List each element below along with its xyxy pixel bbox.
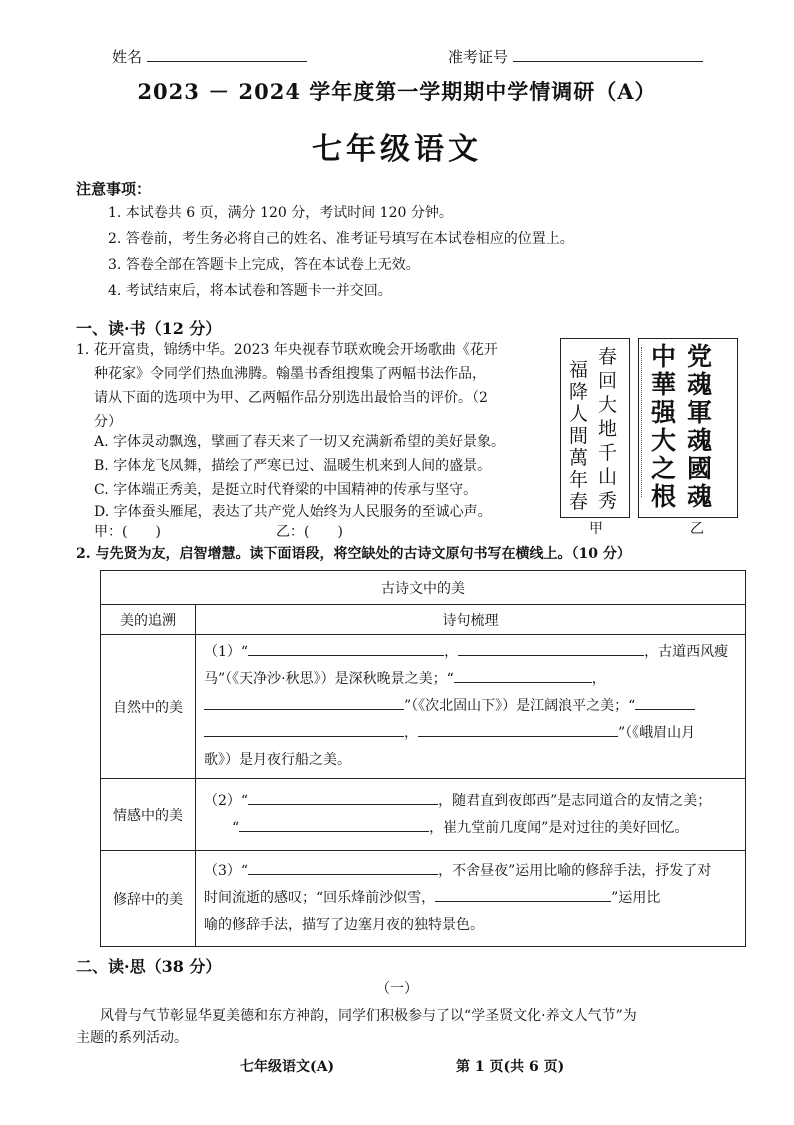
- q2-intro: 2. 与先贤为友，启智增慧。读下面语段，将空缺处的古诗文原句书写在横线上。（10 分）: [76, 546, 631, 562]
- calligraphy-yi: [638, 338, 738, 518]
- text: 时间流逝的感叹；“回乐烽前沙似雪，: [204, 890, 436, 906]
- footer-page: 第 1 页(共 6 页): [456, 1059, 565, 1075]
- name-blank: [147, 61, 307, 62]
- row-content-nature: [196, 635, 746, 779]
- text: ”运用比: [611, 890, 661, 906]
- answer-blank: [204, 695, 404, 710]
- text: ，随君直到夜郎西”是志同道合的友情之美；: [438, 792, 712, 809]
- q1-option-c: C. 字体端正秀美，是挺立时代脊梁的中国精神的传承与坚守。: [94, 482, 478, 498]
- char: 國: [687, 454, 713, 483]
- name-label: 姓名: [112, 48, 143, 66]
- char: 之: [651, 454, 677, 483]
- char: 春: [598, 346, 618, 368]
- char: 人: [569, 403, 589, 425]
- char: 春: [569, 491, 589, 513]
- char: 軍: [687, 398, 713, 427]
- calligraphy-yi-inscription: [641, 347, 647, 497]
- text: ”（《次北固山下》）是江阔浪平之美；“: [404, 698, 636, 714]
- q1-option-b: B. 字体龙飞凤舞，描绘了严寒已过、温暖生机来到人间的盛景。: [94, 458, 492, 474]
- q1-line: 1. 花开富贵，锦绣中华。2023 年央视春节联欢晚会开场歌曲《花开: [76, 342, 498, 358]
- q1-line: 分）: [94, 414, 122, 430]
- poem-table-wrapper: [100, 570, 746, 947]
- note-item: 1. 本试卷共 6 页，满分 120 分，考试时间 120 分钟。: [108, 205, 453, 221]
- text: ，: [444, 644, 459, 660]
- text: （3）“: [204, 863, 249, 879]
- notes-heading: 注意事项：: [76, 180, 152, 198]
- exam-number-label: 准考证号: [448, 48, 509, 66]
- answer-blank: [458, 641, 644, 656]
- char: 萬: [569, 447, 589, 469]
- section2-para-line: 风骨与气节彰显华夏美德和东方神韵，同学们积极参与了以“学圣贤文化·养文人气节”为: [100, 1008, 637, 1024]
- text: （2）“: [204, 792, 249, 809]
- answer-yi: 乙：( ): [276, 524, 343, 540]
- text: ，: [591, 671, 606, 687]
- char: 千: [598, 442, 618, 464]
- char: 根: [651, 482, 677, 511]
- col-header-poems: 诗句梳理: [196, 605, 746, 635]
- section2-para-line: 主题的系列活动。: [76, 1030, 188, 1046]
- char: 魂: [687, 482, 713, 511]
- calligraphy-yi-right-column: [687, 343, 712, 511]
- text: ，古道西风瘦: [644, 644, 729, 660]
- row-label-emotion: 情感中的美: [101, 779, 196, 851]
- char: 秀: [598, 490, 618, 512]
- section1-heading: 一、读·书（12 分）: [76, 319, 222, 338]
- exam-title: 2023 － 2024 学年度第一学期期中学情调研（A）: [137, 79, 657, 104]
- note-item: 3. 答卷全部在答题卡上完成，答在本试卷上无效。: [108, 257, 420, 273]
- char: 党: [687, 342, 713, 371]
- note-item: 2. 答卷前，考生务必将自己的姓名、准考证号填写在本试卷相应的位置上。: [108, 231, 574, 247]
- q1-option-d: D. 字体蚕头雁尾，表达了共产党人始终为人民服务的至诚心声。: [94, 504, 492, 520]
- answer-blank: [248, 790, 438, 805]
- char: 强: [651, 398, 677, 427]
- q1-line: 请从下面的选项中为甲、乙两幅作品分别选出最恰当的评价。（2: [94, 390, 488, 406]
- char: 大: [598, 394, 618, 416]
- char: 魂: [687, 426, 713, 455]
- row-label-rhetoric: 修辞中的美: [101, 851, 196, 947]
- char: 福: [569, 359, 589, 381]
- caption-yi: 乙: [690, 521, 704, 537]
- text: ，: [404, 725, 418, 741]
- char: 年: [569, 469, 589, 491]
- char: 華: [651, 370, 677, 399]
- answer-blank: [239, 817, 429, 832]
- char: 山: [598, 466, 618, 488]
- char: 降: [569, 381, 589, 403]
- exam-number-blank: [513, 61, 703, 62]
- section2-sub: （一）: [376, 981, 418, 997]
- char: 回: [598, 370, 618, 392]
- text: 歌》）是月夜行船之美。: [204, 752, 351, 768]
- answer-blank: [435, 887, 611, 902]
- text: 喻的修辞手法，描写了边塞月夜的独特景色。: [204, 917, 484, 933]
- text: ”（《峨眉山月: [618, 725, 696, 741]
- char: 地: [598, 418, 618, 440]
- char: 中: [651, 342, 677, 371]
- footer-subject: 七年级语文(A): [240, 1059, 335, 1075]
- calligraphy-yi-left-column: [651, 343, 676, 511]
- text: ，不舍昼夜”运用比喻的修辞手法，抒发了对: [438, 863, 712, 879]
- name-field: [112, 46, 307, 67]
- q1-line: 种花家》令同学们热血沸腾。翰墨书香组搜集了两幅书法作品，: [94, 366, 486, 382]
- calligraphy-jia-left-column: [569, 359, 588, 513]
- text: 马”（《天净沙·秋思》）是深秋晚景之美；“: [204, 671, 454, 687]
- answer-blank: [418, 722, 618, 737]
- answer-blank: [454, 668, 592, 683]
- subject-title: 七年级语文: [312, 132, 482, 167]
- calligraphy-jia-right-column: [598, 345, 617, 513]
- row-content-emotion: [196, 779, 746, 851]
- table-title: 古诗文中的美: [101, 571, 746, 605]
- answer-blank: [248, 860, 438, 875]
- text: “: [232, 819, 240, 836]
- char: 間: [569, 425, 589, 447]
- note-item: 4. 考试结束后，将本试卷和答题卡一并交回。: [108, 283, 392, 299]
- char: 大: [651, 426, 677, 455]
- section2-heading: 二、读·思（38 分）: [76, 957, 222, 976]
- char: 魂: [687, 370, 713, 399]
- row-content-rhetoric: [196, 851, 746, 947]
- calligraphy-jia: [560, 338, 630, 518]
- answer-jia: 甲：( ): [94, 524, 161, 540]
- answer-blank: [635, 695, 695, 710]
- answer-blank: [204, 722, 404, 737]
- exam-number-field: [448, 46, 703, 67]
- col-header-origin: 美的追溯: [101, 605, 196, 635]
- answer-blank: [248, 641, 444, 656]
- caption-jia: 甲: [589, 521, 603, 537]
- text: ，崔九堂前几度闻”是对过往的美好回忆。: [429, 819, 689, 836]
- text: （1）“: [204, 644, 249, 660]
- row-label-nature: 自然中的美: [101, 635, 196, 779]
- poem-table: [100, 570, 746, 947]
- q1-option-a: A. 字体灵动飘逸，擘画了春天来了一切又充满新希望的美好景象。: [94, 434, 506, 450]
